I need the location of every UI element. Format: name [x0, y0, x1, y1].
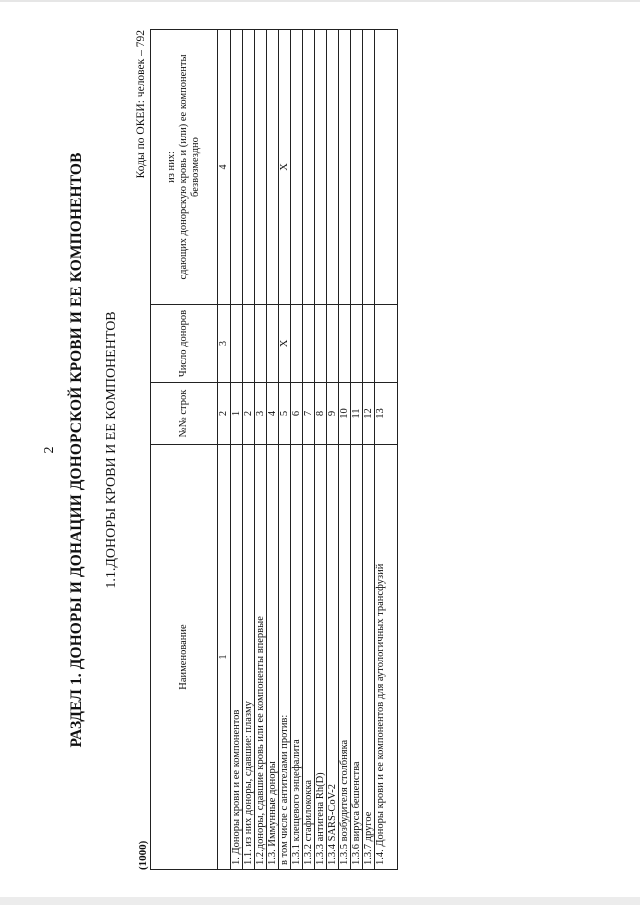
row-donors-cell [363, 305, 375, 383]
header-free-donors-line1: из них: [166, 151, 177, 183]
row-donors-cell [291, 305, 303, 383]
table-header-row [151, 30, 218, 870]
table-row [351, 30, 363, 870]
row-name: 1.3.6 вируса бешенства [351, 445, 363, 870]
row-free-donors-cell [303, 30, 315, 305]
row-line-number: 8 [315, 383, 327, 445]
row-line-number: 6 [291, 383, 303, 445]
row-donors-cell [267, 305, 279, 383]
row-line-number: 7 [303, 383, 315, 445]
table-row [231, 30, 243, 870]
row-donors-cell [351, 305, 363, 383]
row-name: 1.1. из них доноры, сдавшие: плазму [243, 445, 255, 870]
row-line-number: 2 [243, 383, 255, 445]
row-line-number: 5 [279, 383, 291, 445]
okei-codes: Коды по ОКЕИ: человек – 792 [135, 30, 147, 179]
row-free-donors-cell [255, 30, 267, 305]
column-number: 3 [218, 305, 231, 383]
row-free-donors-cell [339, 30, 351, 305]
row-name: 1.3.5 возбудителя столбняка [339, 445, 351, 870]
table-row [327, 30, 339, 870]
header-donors: Число доноров [151, 305, 218, 383]
row-donors-cell [303, 305, 315, 383]
header-free-donors [151, 30, 218, 305]
table-row [363, 30, 375, 870]
row-free-donors-cell [291, 30, 303, 305]
row-donors-cell [231, 305, 243, 383]
table-row [315, 30, 327, 870]
row-name: 1.3.4 SARS-CoV-2 [327, 445, 339, 870]
row-name: 1.3.1 клещевого энцефалита [291, 445, 303, 870]
table-row [255, 30, 267, 870]
row-line-number: 4 [267, 383, 279, 445]
row-free-donors-cell [231, 30, 243, 305]
row-free-donors-cell [243, 30, 255, 305]
table-row [303, 30, 315, 870]
table-row [291, 30, 303, 870]
row-line-number: 3 [255, 383, 267, 445]
row-line-number: 11 [351, 383, 363, 445]
row-free-donors-cell [327, 30, 339, 305]
row-name: 1.3. Иммунные доноры [267, 445, 279, 870]
table-row [267, 30, 279, 870]
row-name: 1.4. Доноры крови и ее компонентов для аутологичных трансфузий [375, 445, 398, 870]
row-line-number: 13 [375, 383, 398, 445]
table-row [339, 30, 351, 870]
row-donors-cell [255, 305, 267, 383]
column-number: 4 [218, 30, 231, 305]
form-code: (1000) [137, 840, 149, 870]
row-free-donors-cell [363, 30, 375, 305]
row-line-number: 1 [231, 383, 243, 445]
column-number-row [218, 30, 231, 870]
row-free-donors-cell [267, 30, 279, 305]
row-free-donors-cell [375, 30, 398, 305]
column-number: 1 [218, 445, 231, 870]
row-donors-cell [339, 305, 351, 383]
row-free-donors-cell [351, 30, 363, 305]
row-line-number: 10 [339, 383, 351, 445]
column-number: 2 [218, 383, 231, 445]
header-line-no: №№ строк [151, 383, 218, 445]
donors-table [150, 29, 398, 870]
row-name: 1.3.3 антигена Rh(D) [315, 445, 327, 870]
row-donors-cell: X [279, 305, 291, 383]
table-row [279, 30, 291, 870]
row-free-donors-cell [315, 30, 327, 305]
row-donors-cell [243, 305, 255, 383]
header-name: Наименование [151, 445, 218, 870]
row-name: 1. Доноры крови и ее компонентов [231, 445, 243, 870]
page-edge-top [0, 0, 640, 2]
row-donors-cell [375, 305, 398, 383]
page-number: 2 [42, 446, 57, 454]
row-name: 1.3.7 другое [363, 445, 375, 870]
header-free-donors-line2: сдающих донорскую кровь и (или) ее компоненты безвозмездно [178, 54, 201, 280]
row-donors-cell [315, 305, 327, 383]
row-name: в том числе с антителами против: [279, 445, 291, 870]
row-donors-cell [327, 305, 339, 383]
table-row [243, 30, 255, 870]
row-line-number: 9 [327, 383, 339, 445]
section-title: РАЗДЕЛ 1. ДОНОРЫ И ДОНАЦИИ ДОНОРСКОЙ КРОВИ И ЕЕ КОМПОНЕНТОВ [68, 152, 85, 748]
row-name: 1.3.2 стафилококка [303, 445, 315, 870]
row-free-donors-cell: X [279, 30, 291, 305]
subsection-title: 1.1.ДОНОРЫ КРОВИ И ЕЕ КОМПОНЕНТОВ [104, 311, 119, 589]
rotated-sheet [40, 30, 600, 870]
page-edge-bottom [0, 897, 640, 905]
table-row [375, 30, 398, 870]
row-name: 1.2.доноры, сдавшие кровь или ее компоненты впервые [255, 445, 267, 870]
row-line-number: 12 [363, 383, 375, 445]
